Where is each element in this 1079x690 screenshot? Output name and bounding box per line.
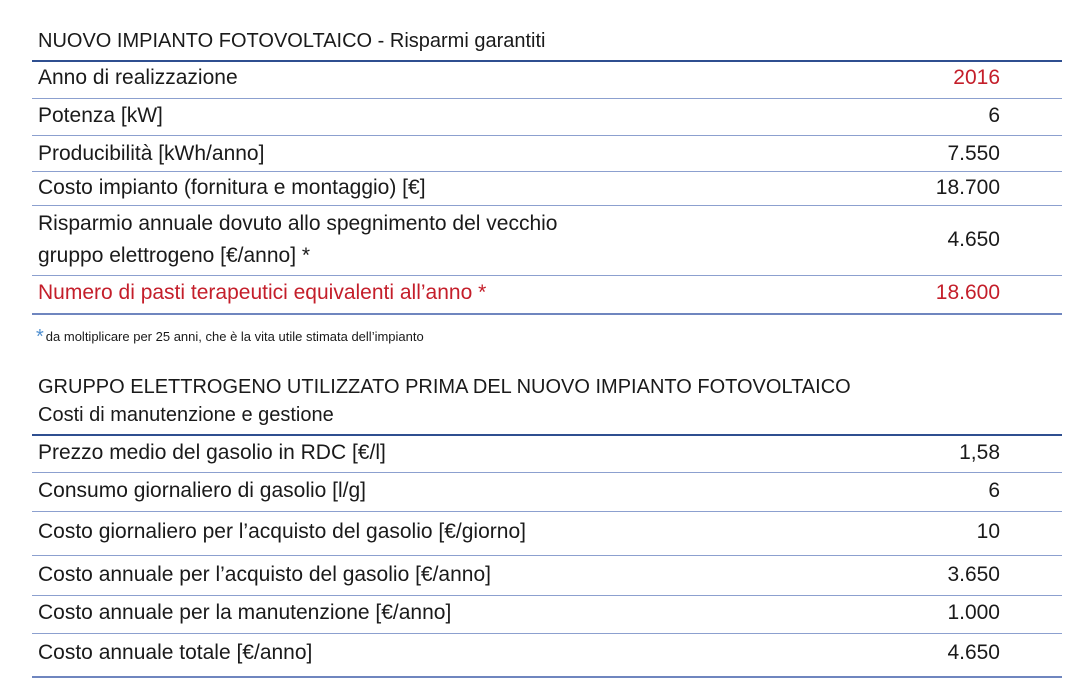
row-label: Costo impianto (fornitura e montaggio) [€] <box>38 176 426 199</box>
divider <box>32 633 1062 634</box>
row-value: 1.000 <box>947 601 1000 624</box>
row-label: Costo annuale per la manutenzione [€/anno] <box>38 601 452 624</box>
table-row <box>32 209 1062 273</box>
divider <box>32 98 1062 99</box>
divider <box>32 313 1062 315</box>
row-value: 2016 <box>953 66 1000 89</box>
row-label-line2: gruppo elettrogeno [€/anno] * <box>38 244 311 267</box>
row-value: 18.700 <box>935 176 1000 199</box>
divider <box>32 676 1062 678</box>
divider <box>32 555 1062 556</box>
row-label: Costo giornaliero per l’acquisto del gasolio [€/giorno] <box>38 520 526 543</box>
row-value: 4.650 <box>947 641 1000 664</box>
divider <box>32 171 1062 172</box>
divider <box>32 205 1062 206</box>
row-value: 6 <box>988 104 1000 127</box>
row-label-line1: Risparmio annuale dovuto allo spegnimento del vecchio <box>38 212 558 235</box>
row-value: 1,58 <box>959 441 1000 464</box>
section2-subtitle: Costi di manutenzione e gestione <box>38 404 334 426</box>
row-value: 10 <box>976 520 1000 543</box>
row-label: Numero di pasti terapeutici equivalenti all’anno * <box>38 281 487 304</box>
section1-title: NUOVO IMPIANTO FOTOVOLTAICO - Risparmi garantiti <box>38 30 546 52</box>
divider <box>32 595 1062 596</box>
row-label: Potenza [kW] <box>38 104 163 127</box>
row-label: Prezzo medio del gasolio in RDC [€/l] <box>38 441 386 464</box>
divider <box>32 275 1062 276</box>
row-value: 6 <box>988 479 1000 502</box>
row-value: 3.650 <box>947 563 1000 586</box>
footnote <box>36 326 424 349</box>
divider <box>32 511 1062 512</box>
row-label: Consumo giornaliero di gasolio [l/g] <box>38 479 367 502</box>
footnote-text: da moltiplicare per 25 anni, che è la vita utile stimata dell’impianto <box>45 329 424 344</box>
divider <box>32 472 1062 473</box>
row-label: Costo annuale totale [€/anno] <box>38 641 313 664</box>
row-value: 4.650 <box>947 228 1000 251</box>
row-label: Costo annuale per l’acquisto del gasolio [€/anno] <box>38 563 491 586</box>
section2-title: GRUPPO ELETTROGENO UTILIZZATO PRIMA DEL NUOVO IMPIANTO FOTOVOLTAICO <box>38 376 851 398</box>
row-label: Producibilità [kWh/anno] <box>38 142 265 165</box>
row-value: 18.600 <box>935 281 1000 304</box>
divider <box>32 434 1062 436</box>
divider <box>32 60 1062 62</box>
row-value: 7.550 <box>947 142 1000 165</box>
asterisk-icon: * <box>36 326 44 348</box>
row-label: Anno di realizzazione <box>38 66 238 89</box>
divider <box>32 135 1062 136</box>
